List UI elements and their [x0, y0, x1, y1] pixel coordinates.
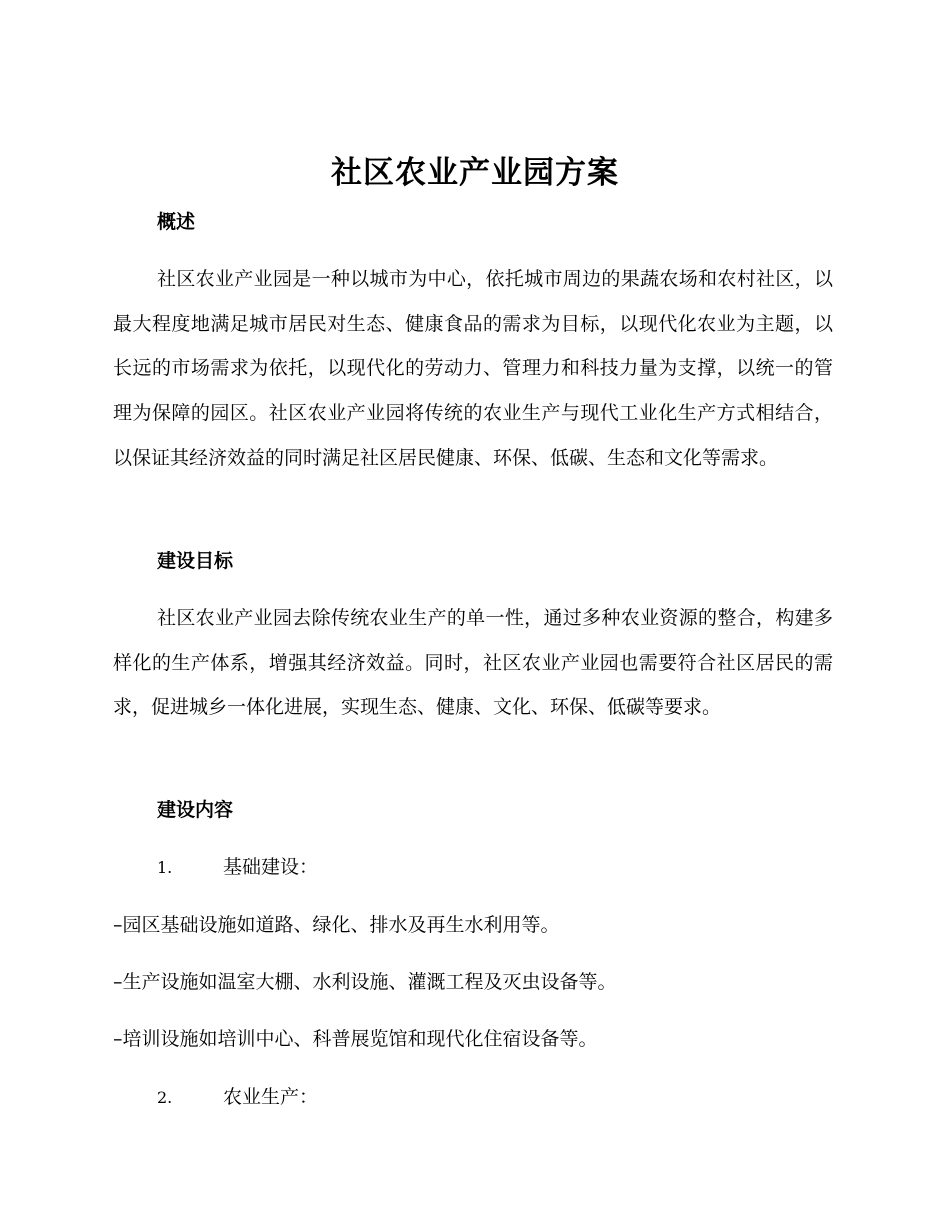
section-heading-goals: 建设目标 — [157, 550, 234, 572]
list-item-label: 基础建设： — [223, 856, 319, 878]
list-item-agricultural-production — [157, 1082, 318, 1113]
list-item-label: 农业生产： — [223, 1086, 319, 1108]
document-title: 社区农业产业园方案 — [331, 155, 619, 191]
section-paragraph-goals: 社区农业产业园去除传统农业生产的单一性，通过多种农业资源的整合，构建多样化的生产体系，增强其经济效益。同时，社区农业产业园也需要符合社区居民的需求，促进城乡一体化进展，实现生态、健康、文化、环保、低碳等要求。 — [113, 607, 833, 719]
section-paragraph-overview: 社区农业产业园是一种以城市为中心，依托城市周边的果蔬农场和农村社区，以最大程度地满足城市居民对生态、健康食品的需求为目标，以现代化农业为主题，以长远的市场需求为依托，以现代化的劳动力、管理力和科技力量为支撑，以统一的管理为保障的园区。社区农业产业园将传统的农业生产与现代工业化生产方式相结合，以保证其经济效益的同时满足社区居民健康、环保、低碳、生态和文化等需求。 — [113, 268, 833, 469]
section-heading-content: 建设内容 — [157, 799, 234, 821]
list-item-number: 2. — [157, 1088, 173, 1107]
bullet-item: –生产设施如温室大棚、水利设施、灌溉工程及灭虫设备等。 — [113, 971, 617, 993]
bullet-item: –培训设施如培训中心、科普展览馆和现代化住宿设备等。 — [113, 1028, 598, 1050]
list-item-infrastructure — [157, 852, 318, 883]
section-heading-overview: 概述 — [157, 211, 196, 233]
bullet-item: –园区基础设施如道路、绿化、排水及再生水利用等。 — [113, 914, 560, 936]
list-item-number: 1. — [157, 858, 173, 877]
